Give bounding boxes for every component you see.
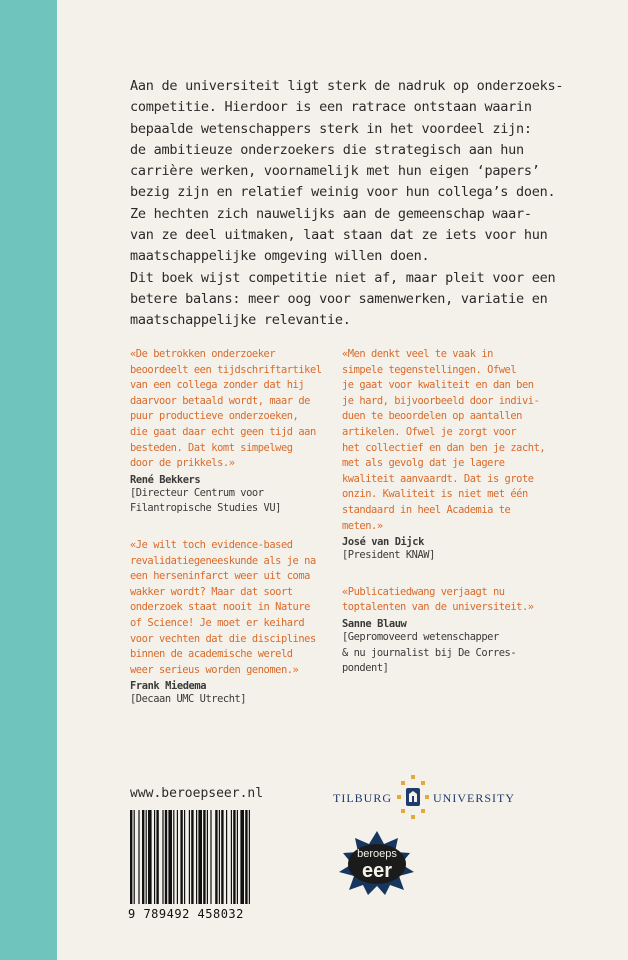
barcode-bar — [233, 810, 235, 904]
quote-role: [Gepromoveerd wetenschapper & nu journalist bij De Corres- pondent] — [342, 630, 517, 675]
barcode-bar — [198, 810, 202, 904]
barcode-bar — [165, 810, 167, 904]
barcode-bar — [142, 810, 144, 904]
barcode-bar — [138, 810, 139, 904]
barcode-bar — [240, 810, 244, 904]
barcode-bars — [128, 810, 290, 906]
quote-text: «De betrokken onderzoeker beoordeelt een tijdschriftartikel van een collega zonder dat hij daarvoor betaald wordt, maar de puur productieve onderzoeken, die gaat daar echt geen tijd aan besteden. Dat komt simpelweg door de prikkels.» — [130, 348, 322, 470]
quote-text: «Je wilt toch evidence-based revalidatiegeneeskunde als je na een herseninfarct weer uit coma wakker wordt? Maar dat soort onderzoek staat nooit in Nature of Science! Je moet er keihard voor vechten dat die disciplines binnen de academische wereld weer serieus worden genomen.» — [130, 538, 316, 676]
barcode-bar — [146, 810, 147, 904]
quote-author: José van Dijck — [342, 536, 424, 549]
intro-line: Ze hechten zich nauwelijks aan de gemeenschap waar- — [130, 205, 532, 222]
isbn-number: 9 789492 458032 — [128, 907, 244, 921]
intro-line: van ze deel uitmaken, laat staan dat ze iets voor hun — [130, 227, 548, 244]
barcode-bar — [207, 810, 208, 904]
barcode-bar — [134, 810, 135, 904]
barcode-bar — [154, 810, 155, 904]
barcode-bar — [231, 810, 232, 904]
barcode-bar — [173, 810, 174, 904]
barcode-bar — [130, 810, 132, 904]
quote-role: [Decaan UMC Utrecht] — [130, 693, 247, 706]
intro-line: de ambitieuze onderzoekers die strategisch aan hun — [130, 141, 524, 158]
quote-text: «Men denkt veel te vaak in simpele tegenstellingen. Ofwel je gaat voor kwaliteit en dan ben je hard, bijvoorbeeld door indivi- duen te beoordelen op aantallen artikelen. Ofwel je zorgt voor het collectief en dan ben je zacht, met als gevolg dat je lagere kwaliteit aanvaardt. Dat is grote onzin. Kwaliteit is niet met één standaard in heel Academia te meten.» — [342, 348, 546, 532]
barcode-bar — [249, 810, 250, 904]
barcode-bar — [191, 810, 193, 904]
intro-line: Dit boek wijst competitie niet af, maar pleit voor een — [130, 269, 556, 286]
quote-block — [130, 538, 350, 708]
tilburg-wordmark: TILBURG — [333, 791, 392, 805]
intro-line: maatschappelijke relevantie. — [130, 312, 351, 329]
barcode-bar — [156, 810, 158, 904]
quote-author: René Bekkers — [130, 473, 201, 486]
barcode-bar — [215, 810, 217, 904]
tilburg-university-logo — [333, 774, 518, 824]
barcode-bar — [189, 810, 190, 904]
barcode-bar — [177, 810, 178, 904]
barcode-bar — [237, 810, 238, 904]
quote-block — [342, 347, 567, 564]
intro-line: competitie. Hierdoor is een ratrace ontstaan waarin — [130, 99, 532, 116]
barcode-bar — [162, 810, 163, 904]
quote-role: [Directeur Centrum voor Filantropische Studies VU] — [130, 486, 281, 515]
quote-role: [President KNAW] — [342, 549, 435, 562]
barcode-bar — [210, 810, 211, 904]
intro-line: betere balans: meer oog voor samenwerken, variatie en — [130, 290, 548, 307]
barcode-bar — [219, 810, 220, 904]
quotes-right-column — [342, 347, 567, 698]
quote-author: Frank Miedema — [130, 680, 207, 693]
barcode-bar — [203, 810, 205, 904]
intro-line: bezig zijn en relatief weinig voor hun collega’s doen. — [130, 184, 556, 201]
intro-line: maatschappelijke omgeving willen doen. — [130, 248, 430, 265]
quote-block — [342, 585, 567, 677]
barcode-bar — [184, 810, 185, 904]
quote-block — [130, 347, 350, 517]
beroepseer-logo-top-text: beroeps — [357, 848, 397, 860]
quote-author: Sanne Blauw — [342, 617, 407, 630]
barcode-bar — [148, 810, 152, 904]
barcode-bar — [196, 810, 197, 904]
beroepseer-logo-bottom-text: eer — [361, 860, 393, 882]
university-wordmark: UNIVERSITY — [433, 791, 515, 805]
barcode-bar — [180, 810, 182, 904]
intro-line: Aan de universiteit ligt sterk de nadruk op onderzoeks- — [130, 78, 564, 94]
book-spine-stripe — [0, 0, 57, 960]
intro-line: bepaalde wetenschappers sterk in het voordeel zijn: — [130, 120, 532, 137]
website-url: www.beroepseer.nl — [130, 786, 264, 801]
beroepseer-logo — [332, 830, 422, 896]
intro-text — [130, 76, 570, 332]
barcode-bar — [221, 810, 223, 904]
barcode-bar — [168, 810, 172, 904]
barcode-bar — [226, 810, 227, 904]
barcode-bar — [245, 810, 247, 904]
barcode — [128, 810, 290, 928]
tilburg-emblem-icon — [396, 774, 430, 820]
intro-line: carrière werken, voornamelijk met hun eigen ‘papers’ — [130, 163, 540, 180]
quote-text: «Publicatiedwang verjaagt nu toptalenten van de universiteit.» — [342, 585, 534, 614]
quotes-left-column — [130, 347, 350, 729]
